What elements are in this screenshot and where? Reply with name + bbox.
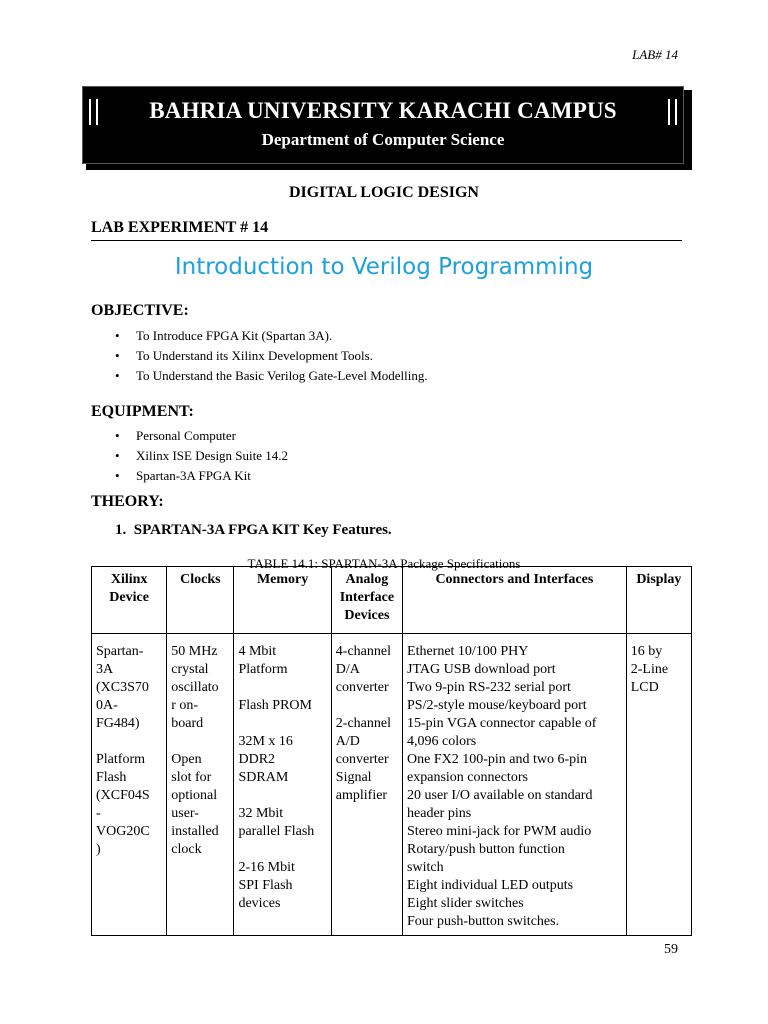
cell-line: Four push-button switches.	[407, 914, 560, 929]
cell-line: Platform	[238, 662, 288, 677]
table-row	[92, 634, 692, 936]
cell-line: Two 9-pin RS-232 serial port	[407, 680, 571, 695]
cell-device	[92, 634, 167, 936]
bullet-icon: •	[115, 348, 120, 363]
cell-line: 20 user I/O available on standard	[407, 788, 593, 803]
cell-line	[336, 697, 398, 715]
cell-line: Eight individual LED outputs	[407, 878, 574, 893]
cell-line: SPI Flash	[238, 878, 293, 893]
cell-line: )	[96, 842, 101, 857]
header-connectors: Connectors and Interfaces	[403, 567, 627, 634]
cell-line: 16 by	[630, 644, 663, 659]
cell-line: -	[96, 806, 101, 821]
cell-line: amplifier	[335, 788, 388, 803]
list-item: • To Understand its Xilinx Development Tools.	[91, 346, 428, 366]
cell-clocks	[167, 634, 234, 936]
header-display: Display	[626, 567, 691, 634]
cell-line: Eight slider switches	[407, 896, 524, 911]
bullet-icon: •	[115, 368, 120, 383]
page-title: Introduction to Verilog Programming	[174, 254, 594, 280]
list-item: • Xilinx ISE Design Suite 14.2	[91, 446, 288, 466]
cell-line: Rotary/push button function	[407, 842, 565, 857]
cell-line: header pins	[407, 806, 472, 821]
cell-line	[238, 787, 326, 805]
lab-experiment: LAB EXPERIMENT # 14	[91, 219, 269, 236]
header-clocks: Clocks	[167, 567, 234, 634]
cell-line: 4-channel	[335, 644, 391, 659]
university-banner	[82, 86, 684, 164]
bullet-icon: •	[115, 428, 120, 443]
cell-line: clock	[171, 842, 202, 857]
cell-line: One FX2 100-pin and two 6-pin	[407, 752, 588, 767]
cell-line: VOG20C	[96, 824, 150, 839]
cell-line: 50 MHz	[171, 644, 218, 659]
table-header-row	[92, 567, 692, 634]
spec-table	[91, 566, 692, 936]
lab-number: LAB# 14	[632, 47, 678, 62]
bullet-icon: •	[115, 468, 120, 483]
cell-line: Platform	[96, 752, 145, 767]
section-heading: 1. SPARTAN-3A FPGA KIT Key Features.	[115, 522, 392, 538]
list-item: • Spartan-3A FPGA Kit	[91, 466, 288, 486]
cell-connectors	[403, 634, 627, 936]
heading-rule	[91, 240, 682, 241]
cell-line: 32 Mbit	[238, 806, 284, 821]
cell-line: 32M x 16	[238, 734, 293, 749]
header-device: Xilinx Device	[92, 567, 167, 634]
bullet-icon: •	[115, 448, 120, 463]
cell-line: 4 Mbit	[238, 644, 277, 659]
cell-line: Flash	[96, 770, 127, 785]
equipment-heading: EQUIPMENT:	[91, 403, 194, 420]
cell-display	[626, 634, 691, 936]
cell-memory	[234, 634, 331, 936]
cell-line: converter	[335, 752, 389, 767]
cell-analog	[331, 634, 402, 936]
list-item: • To Introduce FPGA Kit (Spartan 3A).	[91, 326, 428, 346]
objective-list	[91, 326, 428, 386]
cell-line: 2-channel	[335, 716, 391, 731]
cell-line: board	[171, 716, 204, 731]
theory-heading: THEORY:	[91, 493, 164, 510]
course-title: DIGITAL LOGIC DESIGN	[289, 184, 479, 201]
cell-line	[171, 733, 229, 751]
bullet-icon: •	[115, 328, 120, 343]
cell-line: 2-16 Mbit	[238, 860, 295, 875]
cell-line: 0A-	[96, 698, 118, 713]
cell-line: parallel Flash	[238, 824, 315, 839]
cell-line: Stereo mini-jack for PWM audio	[407, 824, 592, 839]
cell-line	[238, 715, 326, 733]
cell-line: DDR2	[238, 752, 276, 767]
cell-line: slot for	[171, 770, 212, 785]
cell-line: installed	[171, 824, 219, 839]
cell-line: A/D	[335, 734, 360, 749]
cell-line: 2-Line	[630, 662, 669, 677]
cell-line: Flash PROM	[238, 698, 312, 713]
cell-line: D/A	[335, 662, 360, 677]
page-number: 59	[664, 942, 678, 957]
department-name: Department of Computer Science	[261, 130, 505, 149]
cell-line: 15-pin VGA connector capable of	[407, 716, 597, 731]
cell-line: Signal	[335, 770, 372, 785]
cell-line: optional	[171, 788, 218, 803]
cell-line: expansion connectors	[407, 770, 528, 785]
objective-heading: OBJECTIVE:	[91, 302, 189, 319]
cell-line: SDRAM	[238, 770, 289, 785]
cell-line: Spartan-	[96, 644, 144, 659]
equipment-list	[91, 426, 288, 486]
cell-line: crystal	[171, 662, 209, 677]
cell-line	[238, 841, 326, 859]
cell-line: devices	[238, 896, 281, 911]
cell-line: user-	[171, 806, 199, 821]
university-name: BAHRIA UNIVERSITY KARACHI CAMPUS	[149, 98, 617, 123]
cell-line	[96, 733, 162, 751]
cell-line: converter	[335, 680, 389, 695]
cell-line: switch	[407, 860, 444, 875]
cell-line: JTAG USB download port	[407, 662, 556, 677]
list-item: • Personal Computer	[91, 426, 288, 446]
cell-line	[238, 679, 326, 697]
table-caption: TABLE 14.1: SPARTAN-3A Package Specifications	[247, 556, 521, 571]
cell-line: 3A	[96, 662, 114, 677]
cell-line: LCD	[630, 680, 659, 695]
cell-line: 4,096 colors	[407, 734, 477, 749]
header-analog: Analog Interface Devices	[331, 567, 402, 634]
cell-line: PS/2-style mouse/keyboard port	[407, 698, 587, 713]
cell-line: (XC3S70	[96, 680, 149, 695]
cell-line: r on-	[171, 698, 199, 713]
cell-line: Open	[171, 752, 202, 767]
list-item: • To Understand the Basic Verilog Gate-Level Modelling.	[91, 366, 428, 386]
cell-line: (XCF04S	[96, 788, 150, 803]
cell-line: FG484)	[96, 716, 140, 731]
cell-line: Ethernet 10/100 PHY	[407, 644, 529, 659]
header-memory: Memory	[234, 567, 331, 634]
cell-line: oscillato	[171, 680, 219, 695]
